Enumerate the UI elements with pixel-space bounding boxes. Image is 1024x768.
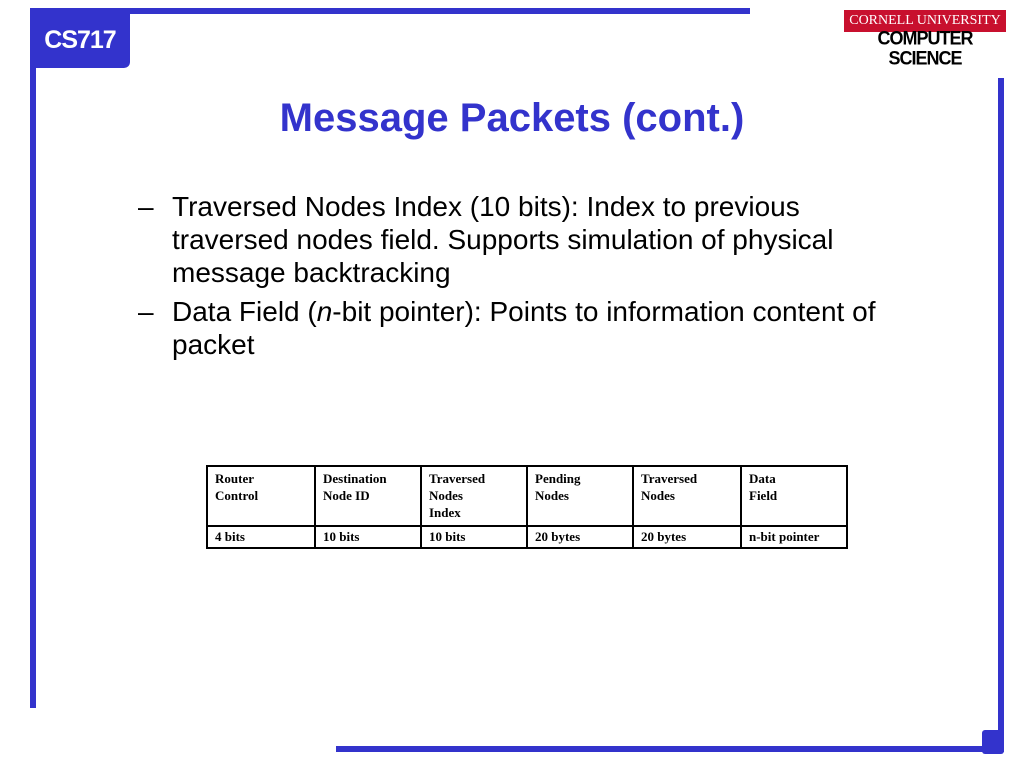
header-cell-traversed-nodes-index [421, 466, 527, 526]
header-text: Nodes [535, 488, 569, 503]
header-text: Pending [535, 471, 581, 486]
header-text: Data [749, 471, 776, 486]
bottom-border-bar [336, 746, 1004, 752]
bullet-dash: – [138, 296, 154, 327]
header-text: Control [215, 488, 259, 503]
bullet-list [138, 190, 908, 367]
course-code: CS717 [44, 25, 116, 54]
header-text: Destination [323, 471, 387, 486]
corner-square [982, 730, 1004, 754]
cornell-cs-logo [844, 10, 1006, 69]
logo-university: CORNELL UNIVERSITY [844, 10, 1006, 32]
bullet-text: Traversed Nodes Index (10 bits): Index to previous traversed nodes field. Supports simulation of physical message backtracking [172, 191, 834, 288]
size-cell: n-bit pointer [741, 526, 847, 548]
size-cell: 10 bits [315, 526, 421, 548]
header-text: Index [429, 505, 461, 520]
size-cell: 20 bytes [633, 526, 741, 548]
course-badge [30, 12, 130, 68]
bullet-text-suffix: -bit pointer): Points to information content of packet [172, 296, 876, 360]
bullet-traversed-nodes-index [138, 190, 908, 289]
header-text: Nodes [641, 488, 675, 503]
header-text: Traversed [641, 471, 698, 486]
slide-title: Message Packets (cont.) [279, 96, 745, 140]
header-cell-router-control [207, 466, 315, 526]
header-cell-destination-node-id [315, 466, 421, 526]
bullet-data-field [138, 295, 908, 361]
bullet-text-italic: n [316, 296, 333, 327]
header-text: Node ID [323, 488, 370, 503]
bullet-dash: – [138, 191, 154, 222]
right-border-bar [998, 78, 1004, 750]
size-cell: 4 bits [207, 526, 315, 548]
size-cell: 20 bytes [527, 526, 633, 548]
header-text: Traversed [429, 471, 486, 486]
size-cell: 10 bits [421, 526, 527, 548]
header-cell-pending-nodes [527, 466, 633, 526]
header-cell-traversed-nodes [633, 466, 741, 526]
header-cell-data-field [741, 466, 847, 526]
header-text: Router [215, 471, 254, 486]
packet-format-table [206, 465, 848, 549]
table-header-row [207, 466, 847, 526]
top-border-bar [30, 8, 750, 14]
header-text: Nodes [429, 488, 463, 503]
table-size-row [207, 526, 847, 548]
logo-department: COMPUTER SCIENCE [877, 27, 973, 69]
header-text: Field [749, 488, 778, 503]
bullet-text-prefix: Data Field ( [172, 296, 317, 327]
